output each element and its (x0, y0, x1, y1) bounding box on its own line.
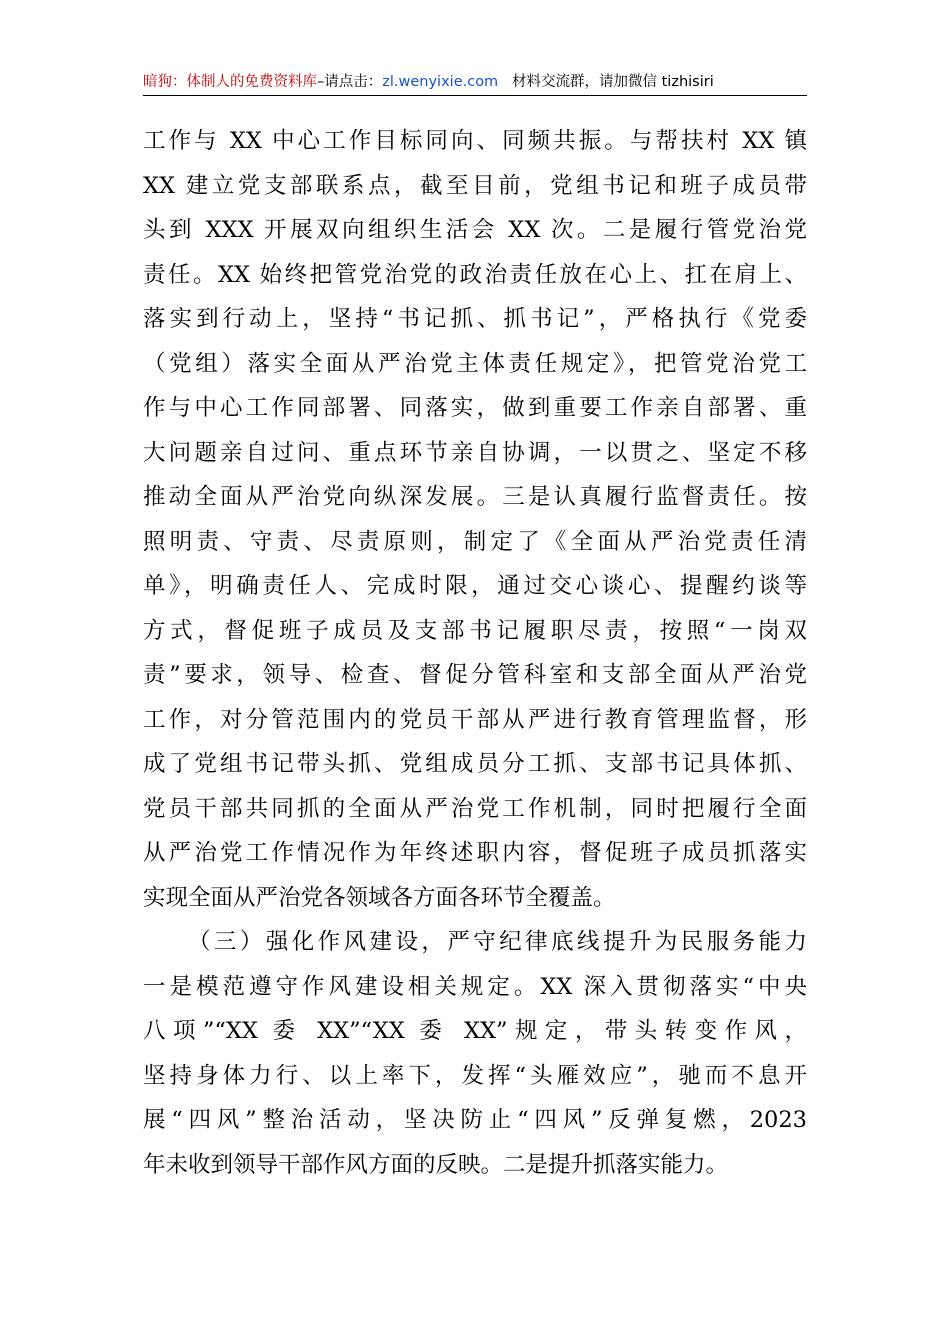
text-line: 责”要求，领导、检查、督促分管科室和支部全面从严治党 (143, 662, 807, 688)
text-line: 单》，明确责任人、完成时限，通过交心谈心、提醒约谈等 (143, 573, 807, 599)
page-header (143, 70, 807, 94)
section-heading: （三）强化作风建设，严守纪律底线提升为民服务能力 (188, 929, 807, 955)
text-line: 工作，对分管范围内的党员干部从严进行教育管理监督，形 (143, 706, 807, 733)
text-line: 推动全面从严治党向纵深发展。三是认真履行监督责任。按 (143, 484, 807, 510)
header-brand: 暗狗：体制人的免费资料库 (143, 74, 317, 90)
document-body (143, 119, 807, 1187)
header-click-prompt: –请点击： (317, 74, 383, 90)
text-line: XX 建立党支部联系点，截至目前，党组书记和班子成员带 (143, 172, 807, 199)
text-line: 作与中心工作同部署、同落实，做到重要工作亲自部署、重 (143, 395, 807, 421)
text-line: 落实到行动上，坚持“书记抓、抓书记”，严格执行《党委 (143, 306, 807, 332)
text-line: （党组）落实全面从严治党主体责任规定》，把管党治党工 (143, 350, 807, 377)
header-url-link[interactable]: zl.wenyixie.com (382, 74, 499, 90)
text-line: 大问题亲自过问、重点环节亲自协调，一以贯之、坚定不移 (143, 439, 807, 466)
text-line: 从严治党工作情况作为年终述职内容，督促班子成员抓落实 (143, 840, 807, 866)
text-line: 工作与 XX 中心工作目标同向、同频共振。与帮扶村 XX 镇 (143, 128, 807, 154)
text-line: 头到 XXX 开展双向组织生活会 XX 次。二是履行管党治党 (143, 217, 807, 243)
text-line: 责任。XX 始终把管党治党的政治责任放在心上、扛在肩上、 (143, 261, 807, 288)
text-line: 实现全面从严治党各领域各方面各环节全覆盖。 (143, 884, 616, 911)
text-line: 成了党组书记带头抓、党组成员分工抓、支部书记具体抓、 (143, 751, 807, 777)
text-line: 八项”“XX 委 XX”“XX 委 XX”规定，带头转变作风， (143, 1018, 807, 1044)
text-line: 坚持身体力行、以上率下，发挥“头雁效应”，驰而不息开 (143, 1062, 807, 1089)
text-line: 照明责、守责、尽责原则，制定了《全面从严治党责任清 (143, 528, 807, 555)
header-contact: 材料交流群，请加微信 tizhisiri (512, 74, 714, 90)
text-line: 年未收到领导干部作风方面的反映。二是提升抓落实能力。 (143, 1151, 729, 1178)
text-line: 党员干部共同抓的全面从严治党工作机制，同时把履行全面 (143, 795, 807, 822)
text-line: 一是模范遵守作风建设相关规定。XX 深入贯彻落实“中央 (143, 973, 807, 1000)
header-spacer (498, 74, 512, 90)
text-line: 展“四风”整治活动，坚决防止“四风”反弹复燃，2023 (143, 1107, 807, 1133)
text-line: 方式，督促班子成员及支部书记履职尽责，按照“一岗双 (143, 617, 807, 644)
header-divider (143, 95, 807, 96)
